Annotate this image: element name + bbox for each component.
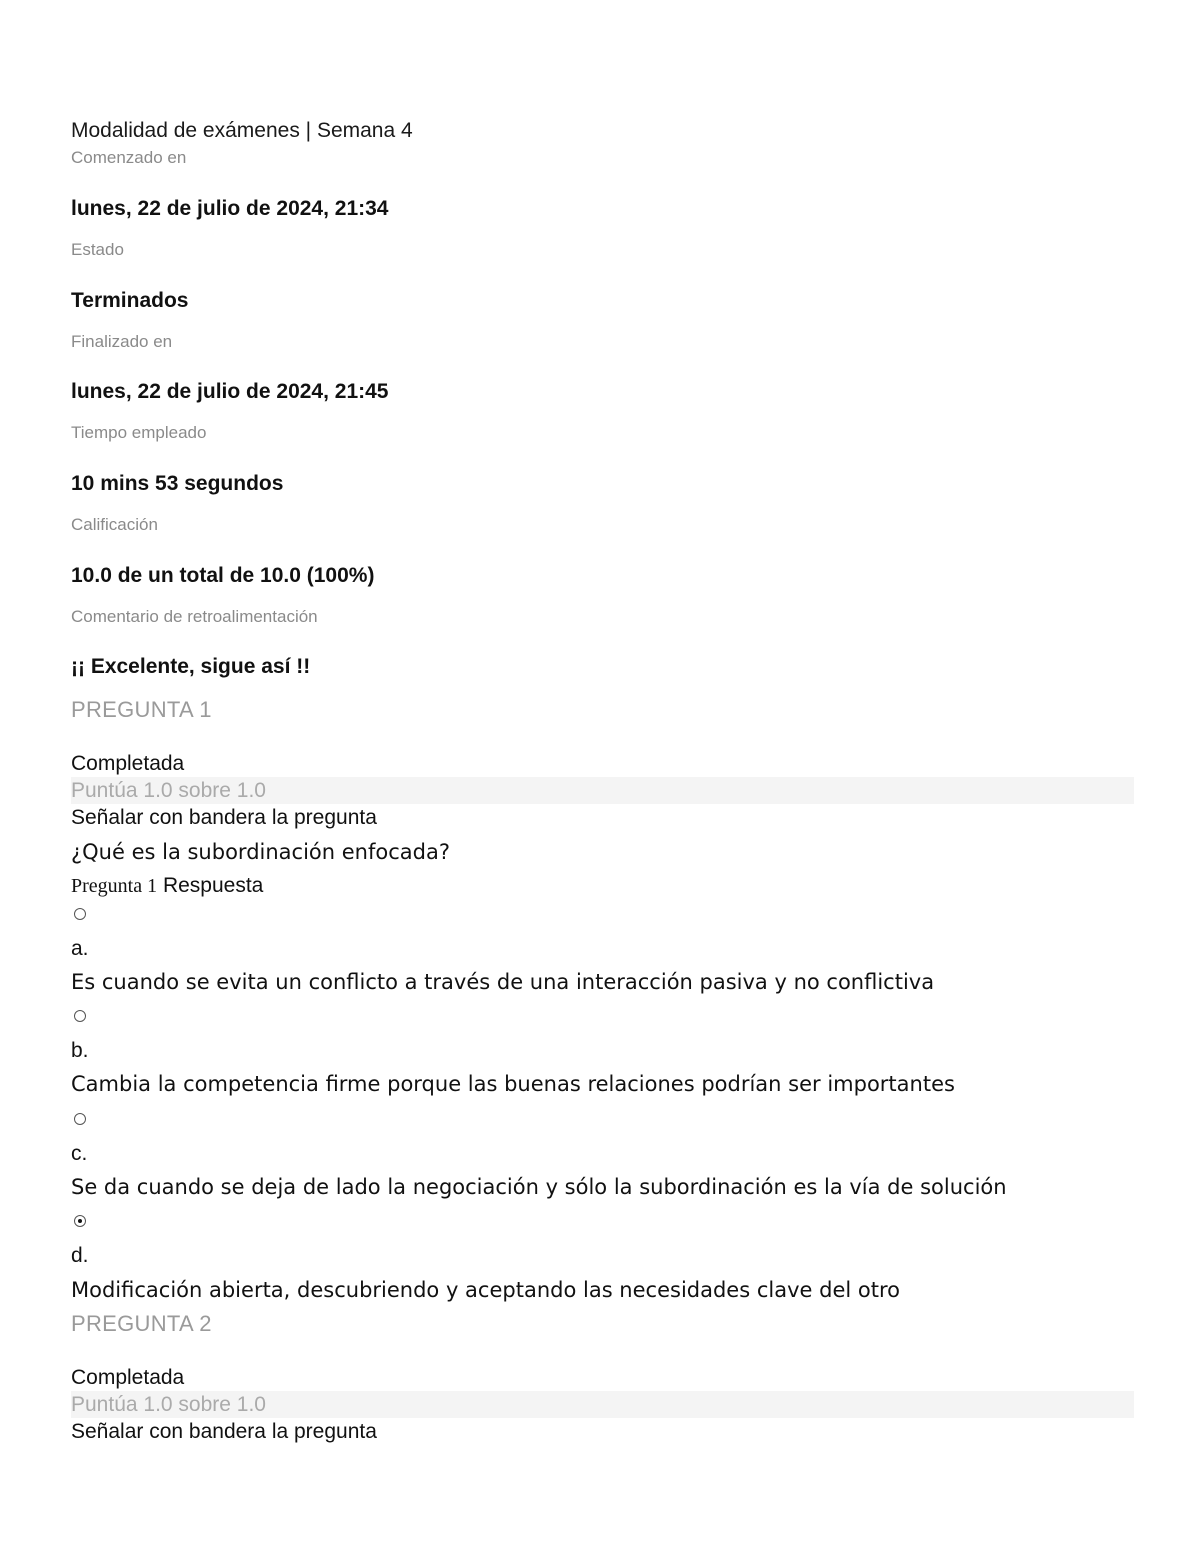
finished-value: lunes, 22 de julio de 2024, 21:45 (71, 380, 389, 403)
option-c-text[interactable]: Se da cuando se deja de lado la negociación y sólo la subordinación es la vía de solución (71, 1175, 1007, 1199)
grade-label: Calificación (71, 515, 158, 534)
question-2-flag-link[interactable]: Señalar con bandera la pregunta (71, 1420, 377, 1443)
option-b-letter: b. (71, 1039, 89, 1062)
state-label: Estado (71, 240, 124, 259)
state-value: Terminados (71, 289, 189, 312)
option-d-text[interactable]: Modificación abierta, descubriendo y aceptando las necesidades clave del otro (71, 1278, 900, 1302)
option-a-text[interactable]: Es cuando se evita un conflicto a través de una interacción pasiva y no conflictiva (71, 970, 935, 994)
started-value: lunes, 22 de julio de 2024, 21:34 (71, 197, 389, 220)
answer-label-text: Respuesta (162, 874, 264, 897)
answer-label-prefix: Pregunta 1 (71, 875, 158, 897)
option-d-letter: d. (71, 1244, 89, 1267)
question-2-heading: PREGUNTA 2 (71, 1311, 212, 1336)
question-2-status: Completada (71, 1366, 185, 1389)
feedback-value: ¡¡ Excelente, sigue así !! (71, 655, 311, 678)
question-1-answer-label (71, 874, 263, 898)
option-a-radio[interactable] (74, 908, 86, 920)
quiz-title: Modalidad de exámenes | Semana 4 (71, 119, 413, 142)
feedback-label: Comentario de retroalimentación (71, 607, 318, 626)
time-label: Tiempo empleado (71, 423, 207, 442)
question-2-score: Puntúa 1.0 sobre 1.0 (71, 1393, 266, 1416)
option-c-radio[interactable] (74, 1113, 86, 1125)
option-a-letter: a. (71, 937, 89, 960)
time-value: 10 mins 53 segundos (71, 472, 284, 495)
question-1-heading: PREGUNTA 1 (71, 697, 212, 722)
question-1-text: ¿Qué es la subordinación enfocada? (71, 840, 450, 864)
option-d-radio[interactable] (74, 1215, 86, 1227)
question-1-status: Completada (71, 752, 185, 775)
option-b-radio[interactable] (74, 1010, 86, 1022)
option-b-text[interactable]: Cambia la competencia firme porque las buenas relaciones podrían ser importantes (71, 1072, 955, 1096)
question-1-score: Puntúa 1.0 sobre 1.0 (71, 779, 266, 802)
grade-value: 10.0 de un total de 10.0 (100%) (71, 564, 375, 587)
started-label: Comenzado en (71, 148, 187, 167)
option-c-letter: c. (71, 1142, 88, 1165)
question-1-flag-link[interactable]: Señalar con bandera la pregunta (71, 806, 377, 829)
finished-label: Finalizado en (71, 332, 173, 351)
